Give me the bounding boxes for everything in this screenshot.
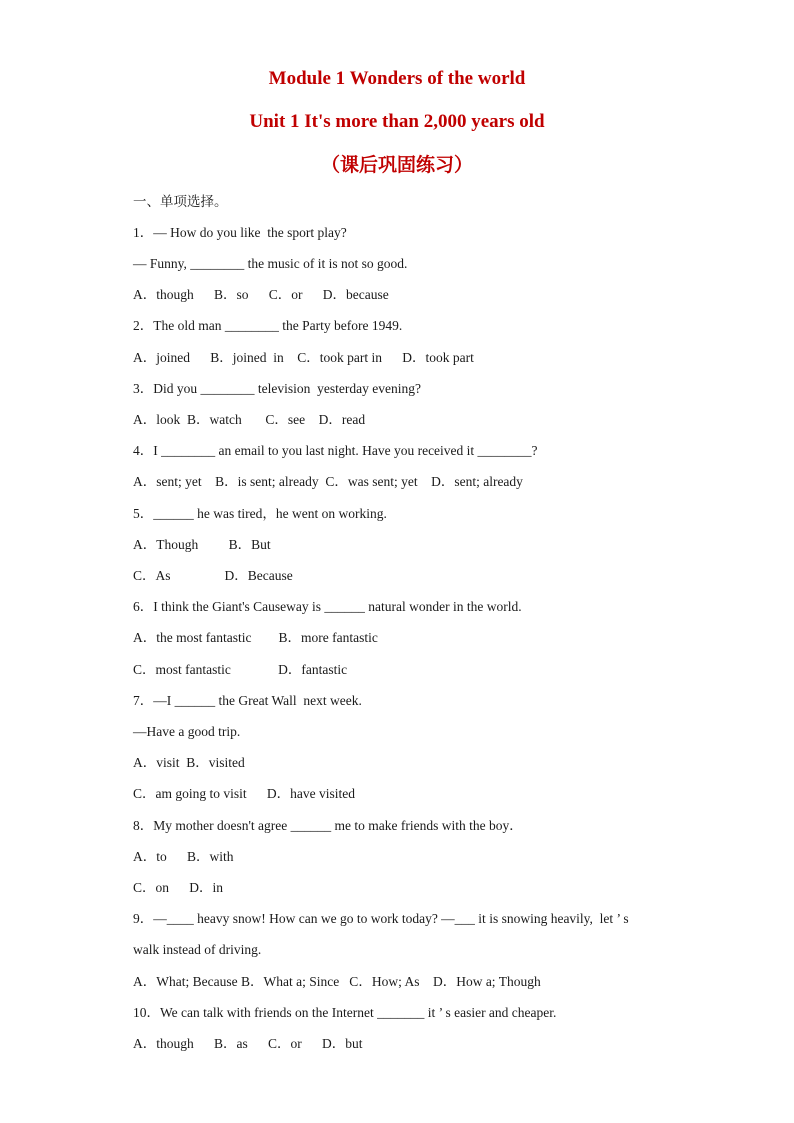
question-6-options-ab: A．the most fantastic B．more fantastic <box>133 630 378 645</box>
question-1: 1．— How do you like the sport play? <box>133 225 347 240</box>
unit-title: Unit 1 It's more than 2,000 years old <box>249 111 545 132</box>
question-3-options: A．look B．watch C．see D．read <box>133 412 366 427</box>
question-7-options-cd: C．am going to visit D．have visited <box>133 786 355 801</box>
question-2-options: A．joined B．joined in C．took part in D．took part <box>133 350 474 365</box>
question-7: 7．—I ______ the Great Wall next week. <box>133 693 362 708</box>
question-8-options-cd: C．on D．in <box>133 880 224 895</box>
question-1-response: — Funny, ________ the music of it is not so good. <box>133 256 408 271</box>
question-9-options: A．What; Because B．What a; Since C．How; As D．How a; Though <box>133 974 541 989</box>
question-3: 3．Did you ________ television yesterday evening? <box>133 381 421 396</box>
question-5-options-ab: A．Though B．But <box>133 537 271 552</box>
question-9-continued: walk instead of driving. <box>133 942 262 957</box>
question-4-options: A．sent; yet B．is sent; already C．was sent; yet D．sent; already <box>133 474 523 489</box>
question-4: 4．I ________ an email to you last night. Have you received it ________? <box>133 443 538 458</box>
question-8-options-ab: A．to B．with <box>133 849 234 864</box>
question-5-options-cd: C．As D．Because <box>133 568 293 583</box>
question-10: 10．We can talk with friends on the Internet _______ it ’ s easier and cheaper. <box>133 1005 557 1020</box>
question-5: 5．______ he was tired，he went on working. <box>133 506 387 521</box>
module-title: Module 1 Wonders of the world <box>268 68 526 89</box>
question-10-options: A．though B．as C．or D．but <box>133 1036 363 1051</box>
question-6: 6．I think the Giant's Causeway is ______ natural wonder in the world. <box>133 599 522 614</box>
exercise-subtitle: （课后巩固练习） <box>320 154 473 176</box>
question-9: 9．—____ heavy snow! How can we go to work today? —___ it is snowing heavily, let ’ s <box>133 911 629 926</box>
question-7-options-ab: A．visit B．visited <box>133 755 245 770</box>
question-6-options-cd: C．most fantastic D．fantastic <box>133 662 348 677</box>
question-2: 2．The old man ________ the Party before 1949. <box>133 318 403 333</box>
section-heading: 一、单项选择。 <box>133 194 228 209</box>
question-1-options: A．though B．so C．or D．because <box>133 287 389 302</box>
question-7-response: —Have a good trip. <box>133 724 241 739</box>
question-8: 8．My mother doesn't agree ______ me to make friends with the boy． <box>133 818 523 833</box>
